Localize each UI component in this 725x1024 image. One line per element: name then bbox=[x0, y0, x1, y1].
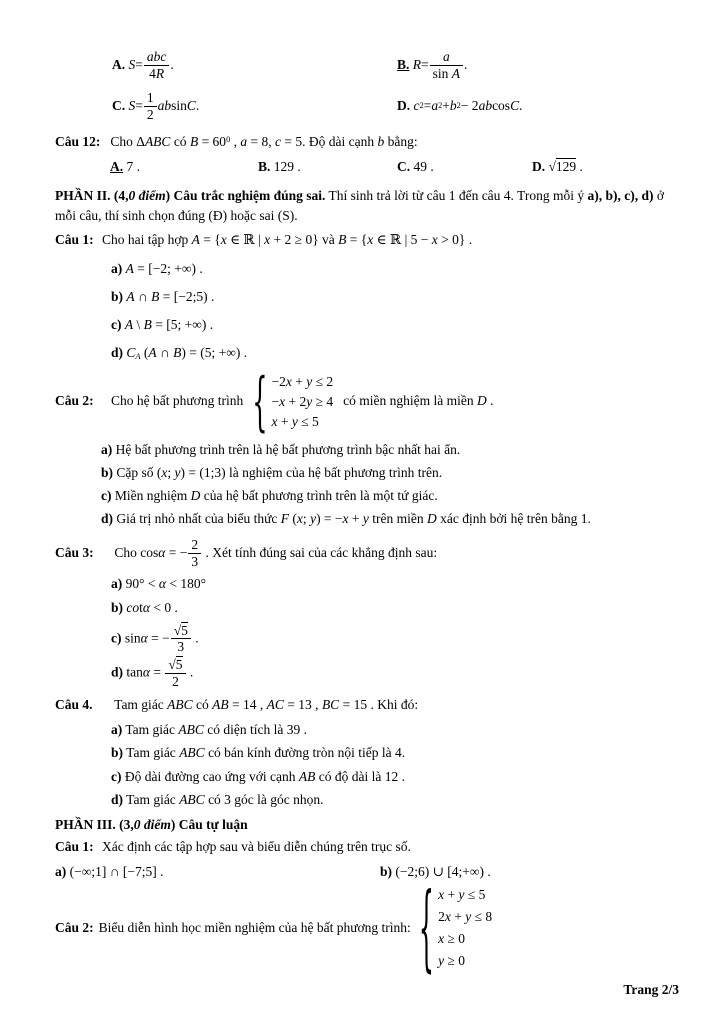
question-12-answers bbox=[110, 157, 680, 177]
system-line-4: y ≥ 0 bbox=[438, 953, 465, 969]
p2q3-item-b: b) cotα < 0 . bbox=[111, 600, 178, 616]
p3-question-1-label: Câu 1: bbox=[55, 838, 94, 854]
p2q4-item-a: a) Tam giác ABC có diện tích là 39 . bbox=[111, 721, 308, 737]
p2-question-3-items bbox=[55, 574, 680, 690]
p2-question-2-intro: Cho hệ bất phương trình bbox=[111, 393, 244, 409]
p2q4-item-d: d) Tam giác ABC có 3 góc là góc nhọn. bbox=[111, 792, 324, 808]
p2-question-3-label: Câu 3: bbox=[55, 544, 94, 560]
p3-question-2 bbox=[55, 873, 680, 984]
p2q2-item-b: b) Cặp số (x; y) = (1;3) là nghiệm của hệ bất phương trình trên. bbox=[101, 464, 443, 480]
q12-answer-c: C. 49 . bbox=[397, 159, 434, 175]
p3q1-item-a: a) (−∞;1] ∩ [−7;5] . bbox=[55, 864, 164, 880]
p2-question-1 bbox=[55, 230, 680, 250]
p2-question-1-text: Cho hai tập hợp A = {x ∈ ℝ | x + 2 ≥ 0} và B = {x ∈ ℝ | 5 − x > 0} . bbox=[102, 232, 473, 248]
p2-question-4-text: Tam giác ABC có AB = 14 , AC = 13 , BC = 15 . Khi đó: bbox=[114, 697, 419, 713]
q11-option-b: B. R = a sin A . bbox=[397, 48, 468, 81]
p2-question-4-items bbox=[55, 721, 680, 811]
p3-question-2-label: Câu 2: bbox=[55, 920, 94, 936]
part-3-heading: PHẦN III. (3,0 điểm) Câu tự luận bbox=[55, 817, 248, 832]
system-lines bbox=[271, 372, 333, 432]
p2-question-4-label: Câu 4. bbox=[55, 697, 93, 713]
q12-answer-a: A. 7 . bbox=[110, 159, 140, 175]
p2q3-item-d: d) tanα = $\frac{√5}{2}$ . bbox=[111, 657, 194, 690]
p3q1-item-b: b) (−2;6) ∪ [4;+∞) . bbox=[380, 864, 491, 880]
brace-icon: { bbox=[418, 873, 435, 984]
p2q4-item-c: c) Độ dài đường cao ứng với cạnh AB có độ dài là 12 . bbox=[111, 768, 405, 784]
p2-question-2-suffix: có miền nghiệm là miền D . bbox=[343, 393, 494, 409]
system-line-1: x + y ≤ 5 bbox=[438, 887, 486, 903]
p2q2-item-a: a) Hệ bất phương trình trên là hệ bất phương trình bậc nhất hai ẩn. bbox=[101, 441, 461, 457]
p2q1-item-b: b) A ∩ B = [−2;5) . bbox=[111, 288, 215, 304]
p2q3-item-a: a) 90° < α < 180° bbox=[111, 576, 206, 592]
system-lines bbox=[438, 884, 492, 972]
q11-option-d: D. c 2 = a 2 + b 2 − 2 ab cos C . bbox=[397, 97, 523, 113]
system-line-1: −2x + y ≤ 2 bbox=[271, 373, 334, 389]
p2q1-item-a: a) A = [−2; +∞) . bbox=[111, 260, 203, 276]
p2q2-item-c: c) Miền nghiệm D của hệ bất phương trình trên là một tứ giác. bbox=[101, 487, 438, 503]
p2-question-1-label: Câu 1: bbox=[55, 232, 94, 248]
question-12-text: Cho ΔABC có $B = 60^0$ , a = 8, c = 5. Độ dài cạnh b bằng: bbox=[110, 134, 418, 149]
question-12 bbox=[55, 132, 680, 152]
q12-answer-b: B. 129 . bbox=[258, 159, 301, 175]
system-line-3: x ≥ 0 bbox=[438, 931, 465, 947]
p2-question-4 bbox=[55, 695, 680, 715]
inequality-system-2 bbox=[418, 873, 493, 984]
part-2-heading: PHẦN II. (4,0 điểm) Câu trắc nghiệm đúng sai. Thí sinh trả lời từ câu 1 đến câu 4. Trong mỗi ý a), b), c), d) ở mỗi câu, thí sinh chọn đúng (Đ) hoặc sai (S). bbox=[55, 187, 664, 224]
q11-option-c: C. S = 1 2 ab sin C . bbox=[112, 89, 200, 122]
p2q1-item-d: d) $C_A$ (A ∩ B) = (5; +∞) . bbox=[111, 345, 248, 362]
p2q3-item-c: c) sinα = − $\frac{√5}{3}$ . bbox=[111, 622, 199, 655]
p2q1-item-c: c) A \ B = [5; +∞) . bbox=[111, 317, 214, 333]
p2q4-item-b: b) Tam giác ABC có bán kính đường tròn nội tiếp là 4. bbox=[111, 745, 406, 761]
inequality-system bbox=[252, 364, 334, 439]
p2-question-2-items bbox=[55, 440, 680, 529]
page-number: Trang 2/3 bbox=[623, 982, 679, 997]
system-line-2: −x + 2y ≥ 4 bbox=[271, 393, 334, 409]
p2-question-1-items bbox=[55, 259, 680, 364]
p3-question-1-text: Xác định các tập hợp sau và biểu diễn chúng trên trục số. bbox=[102, 838, 411, 854]
p3-question-1 bbox=[55, 837, 680, 857]
p2-question-3 bbox=[55, 537, 680, 570]
q12-answer-d: D. √129 . bbox=[532, 159, 583, 175]
p3-question-1-items bbox=[55, 862, 680, 882]
system-line-3: x + y ≤ 5 bbox=[271, 413, 319, 429]
question-11-options bbox=[112, 46, 680, 125]
q11-option-a: A. S = abc 4R . bbox=[112, 48, 174, 81]
p2-question-2-label: Câu 2: bbox=[55, 393, 94, 409]
p2-question-3-intro: Cho cosα = − $\frac{2}{3}$ . Xét tính đúng sai của các khẳng định sau: bbox=[114, 537, 438, 570]
p3-question-2-text: Biểu diễn hình học miền nghiệm của hệ bất phương trình: bbox=[98, 920, 411, 936]
p2q2-item-d: d) Giá trị nhỏ nhất của biểu thức F (x; y) = −x + y trên miền D xác định bởi hệ trên bằng 1. bbox=[101, 511, 591, 527]
system-line-2: 2x + y ≤ 8 bbox=[438, 909, 493, 925]
p2-question-2 bbox=[55, 364, 680, 439]
question-12-label: Câu 12: bbox=[55, 134, 101, 149]
brace-icon: { bbox=[252, 364, 268, 439]
